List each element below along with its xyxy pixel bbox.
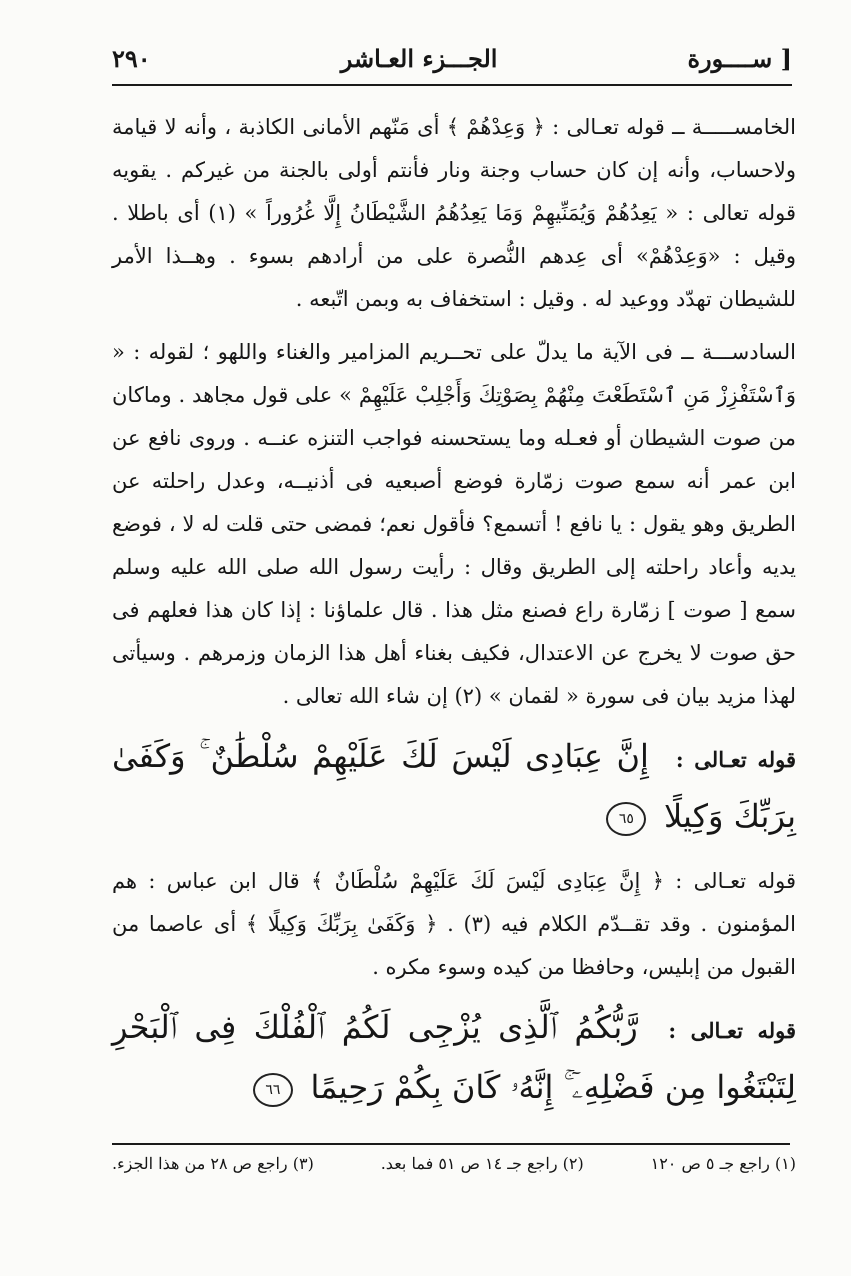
- header-rule: [112, 84, 792, 86]
- footnote-rule: [112, 1143, 790, 1145]
- verse-number-marker: ٦٥: [606, 802, 646, 836]
- footnote-3: (٣) راجع ص ٢٨ من هذا الجزء.: [112, 1154, 314, 1173]
- page-header: [112, 30, 792, 86]
- verse-text: رَّبُّكُمُ ٱلَّذِى يُزْجِى لَكُمُ ٱلْفُلْكَ فِى ٱلْبَحْرِ لِتَبْتَغُوا مِن فَضْلِهِۦٓ ۚ إِنَّهُۥ كَانَ بِكُمْ رَحِيمًا: [112, 1008, 796, 1106]
- page-body: [112, 106, 796, 1131]
- footnote-1: (١) راجع جـ ٥ ص ١٢٠: [650, 1154, 796, 1173]
- footnote-2: (٢) راجع جـ ١٤ ص ٥١ فما بعد.: [380, 1154, 584, 1173]
- verse-text: إِنَّ عِبَادِى لَيْسَ لَكَ عَلَيْهِمْ سُلْطَٰنٌ ۚ وَكَفَىٰ بِرَبِّكَ وَكِيلًا: [112, 737, 796, 835]
- quran-verse-66: [112, 999, 796, 1117]
- quran-verse-65: [112, 728, 796, 846]
- page-number: ٢٩٠: [112, 43, 151, 73]
- verse-number-marker: ٦٦: [253, 1073, 293, 1107]
- part-title: الجـــزء العـاشر: [340, 43, 498, 73]
- verse-intro: قوله تعـالى :: [675, 747, 796, 772]
- surah-title: [ ســــورة: [687, 43, 792, 73]
- paragraph-commentary: قوله تعـالى : ﴿ إِنَّ عِبَادِى لَيْسَ لَكَ عَلَيْهِمْ سُلْطَانٌ ﴾ قال ابن عباس : هم المؤمنون . وقد تقــدّم الكلام فيه (٣) . ﴿ وَكَفَىٰ بِرَبِّكَ وَكِيلًا ﴾ أى عاصما من القبول من إبليس، وحافظا من كيده وسوء مكره .: [112, 869, 796, 979]
- verse-intro: قوله تعـالى :: [668, 1018, 796, 1043]
- paragraph-sixth-issue: السادســـة ــ فى الآية ما يدلّ على تحــريم المزامير والغناء واللهو ؛ لقوله : « وَٱسْتَفْزِزْ مَنِ ٱسْتَطَعْتَ مِنْهُمْ بِصَوْتِكَ وَأَجْلِبْ عَلَيْهِمْ » على قول مجاهد . وماكان من صوت الشيطان أو فعـله وما يستحسنه فواجب التنزه عنــه . وروى نافع عن ابن عمر أنه سمع صوت زمّارة فوضع أصبعيه فى أذنيــه، وعدل راحلته عن الطريق وهو يقول : يا نافع ! أتسمع؟ فأقول نعم؛ فمضى حتى قلت له لا ، فوضع يديه وأعاد راحلته إلى الطريق وقال : رأيت رسول الله صلى الله عليه وسلم سمع [ صوت ] زمّارة راع فصنع مثل هذا . قال علماؤنا : إذا كان هذا فعلهم فى حق صوت لا يخرج عن الاعتدال، فكيف بغناء أهل هذا الزمان وزمرهم . وسيأتى لهذا مزيد بيان فى سورة « لقمان » (٢) إن شاء الله تعالى .: [112, 340, 796, 708]
- footnotes: [112, 1154, 796, 1173]
- paragraph-fifth-issue: الخامســـــة ــ قوله تعـالى : ﴿ وَعِدْهُمْ ﴾ أى مَنّهم الأمانى الكاذبة ، وأنه لا قيامة ولاحساب، وأنه إن كان حساب وجنة ونار فأنتم أولى بالجنة من غيركم . يقويه قوله تعالى : « يَعِدُهُمْ وَيُمَنِّيهِمْ وَمَا يَعِدُهُمُ الشَّيْطَانُ إِلَّا غُرُوراً » (١) أى باطلا . وقيل : «وَعِدْهُمْ» أى عِدهم النُّصرة على من أرادهم بسوء . وهــذا الأمر للشيطان تهدّد ووعيد له . وقيل : استخفاف به وبمن اتّبعه .: [112, 115, 796, 311]
